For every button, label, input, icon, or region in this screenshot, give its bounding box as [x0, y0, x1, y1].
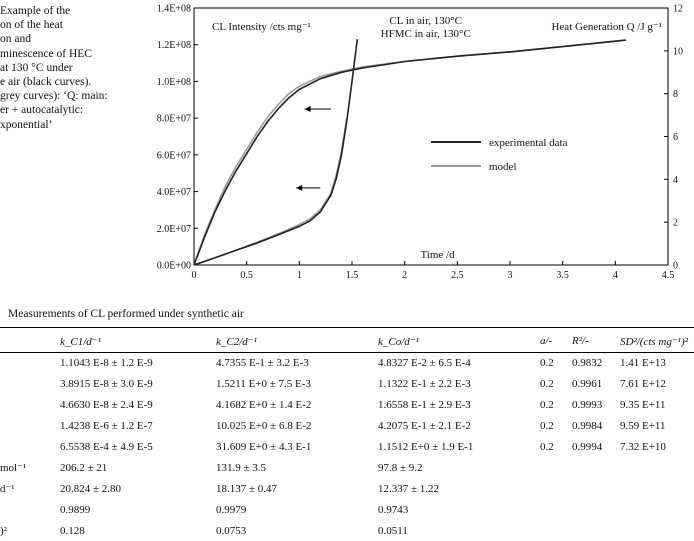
arrow-head — [296, 185, 302, 191]
table-cell: 7.61 E+12 — [620, 377, 666, 390]
legend-label: model — [489, 161, 517, 174]
table-cell: 6.5538 E-4 ± 4.9 E-5 — [60, 440, 153, 453]
table-row — [0, 499, 694, 520]
x-tick-label: 1.5 — [345, 270, 359, 281]
table-cell: 206.2 ± 21 — [60, 461, 108, 474]
x-tick-label: 0 — [191, 270, 197, 281]
table-cell — [540, 520, 572, 541]
table-cell — [0, 352, 60, 373]
x-tick-label: 4 — [612, 270, 618, 281]
y-right-tick-label: 2 — [673, 217, 678, 229]
caption-line: on and — [0, 33, 31, 46]
table-cell: 3.8915 E-8 ± 3.0 E-9 — [60, 377, 153, 390]
x-tick-label: 3.5 — [556, 270, 569, 281]
y-left-tick-label: 6.0E+07 — [156, 150, 191, 162]
y-right-tick-label: 8 — [673, 89, 678, 101]
table-cell: d⁻¹ — [0, 483, 15, 495]
table-top-rule — [0, 327, 694, 328]
y-left-tick-label: 1.4E+08 — [156, 3, 191, 15]
table-cell: 18.137 ± 0.47 — [216, 482, 278, 495]
caption-line: grey curves): ‘Q: main: — [0, 90, 108, 103]
table-row — [0, 415, 694, 436]
table-cell: 0.2 — [540, 377, 554, 390]
table-cell: 31.609 E+0 ± 4.3 E-1 — [216, 440, 312, 453]
table-cell: 0.9993 — [572, 398, 603, 411]
table-cell: 0.9961 — [572, 377, 603, 390]
table-cell — [572, 499, 620, 520]
table-cell: 10.025 E+0 ± 6.8 E-2 — [216, 419, 312, 432]
y-right-tick-label: 10 — [673, 46, 683, 58]
caption-line: minescence of HEC — [0, 47, 92, 60]
annotation-line: HFMC in air, 130°C — [380, 28, 471, 40]
table-cell: 0.0511 — [378, 524, 408, 537]
table-cell — [540, 457, 572, 478]
y-right-tick-label: 12 — [673, 3, 683, 15]
caption-line: Example of the — [0, 5, 71, 17]
plot-frame — [194, 8, 668, 265]
y-left-tick-label: 8.0E+07 — [156, 113, 191, 125]
table-cell: 4.7355 E-1 ± 3.2 E-3 — [216, 356, 309, 369]
table-cell: 20.824 ± 2.80 — [60, 482, 122, 495]
kinetics-table — [0, 330, 694, 541]
table-cell: 9.35 E+11 — [620, 398, 666, 411]
y-left-axis-label: CL Intensity /cts mg⁻¹ — [212, 21, 311, 33]
table-cell: 1.5211 E+0 ± 7.5 E-3 — [216, 377, 311, 390]
column-header: k_C1/d⁻¹ — [60, 335, 101, 348]
table-cell: 1.1512 E+0 ± 1.9 E-1 — [378, 440, 474, 453]
table-cell: 0.128 — [60, 524, 85, 537]
table-row — [0, 520, 694, 541]
caption-line: xponential’ — [0, 118, 53, 131]
table-cell — [572, 520, 620, 541]
cl-series-line — [194, 118, 347, 265]
y-left-tick-label: 4.0E+07 — [156, 187, 191, 199]
table-cell — [540, 499, 572, 520]
table-row — [0, 436, 694, 457]
cl-heat-chart — [140, 0, 694, 285]
table-header-row — [0, 330, 694, 352]
x-tick-label: 2.5 — [451, 270, 464, 281]
table-cell: 0.9984 — [572, 419, 603, 432]
table-cell: 1.41 E+13 — [620, 356, 666, 369]
column-header: a/- — [540, 335, 553, 347]
table-cell: )² — [0, 524, 7, 537]
y-left-tick-label: 1.2E+08 — [156, 40, 191, 52]
caption-line: er + autocatalytic: — [0, 104, 84, 117]
y-right-axis-label: Heat Generation Q /J g⁻¹ — [551, 21, 662, 33]
table-cell — [620, 520, 694, 541]
table-cell: 9.59 E+11 — [620, 419, 666, 432]
table-cell: 12.337 ± 1.22 — [378, 482, 440, 495]
table-cell: 0.2 — [540, 356, 554, 369]
table-cell — [620, 499, 694, 520]
y-left-tick-label: 1.0E+08 — [156, 76, 191, 88]
x-axis-label: Time /d — [420, 249, 455, 261]
table-cell — [0, 436, 60, 457]
table-cell: 1.6558 E-1 ± 2.9 E-3 — [378, 398, 471, 411]
table-cell: 0.9979 — [216, 503, 247, 516]
table-cell: 7.32 E+10 — [620, 440, 666, 453]
table-cell: 1.1043 E-8 ± 1.2 E-9 — [60, 356, 153, 369]
table-cell: 131.9 ± 3.5 — [216, 461, 267, 474]
table-title: Measurements of CL performed under synthetic air — [8, 308, 244, 320]
y-left-tick-label: 2.0E+07 — [156, 223, 191, 235]
column-header: k_C2/d⁻¹ — [216, 335, 257, 348]
column-header: R²/- — [572, 335, 589, 347]
table-row — [0, 373, 694, 394]
table-cell: 0.2 — [540, 419, 554, 432]
legend-label: experimental data — [489, 137, 568, 150]
table-cell: 0.9899 — [60, 503, 91, 516]
table-cell — [620, 457, 694, 478]
table-cell: 0.9832 — [572, 356, 603, 369]
table-cell — [540, 478, 572, 499]
table-cell — [572, 457, 620, 478]
column-header — [0, 330, 60, 352]
table-cell: 97.8 ± 9.2 — [378, 461, 423, 474]
caption-line: e air (black curves). — [0, 76, 92, 89]
table-cell — [0, 373, 60, 394]
table-cell — [0, 499, 60, 520]
table-cell: 0.9743 — [378, 503, 409, 516]
y-right-tick-label: 6 — [673, 132, 678, 143]
table-cell: 0.0753 — [216, 524, 247, 537]
heat-series-line — [194, 40, 626, 265]
table-cell — [572, 478, 620, 499]
table-cell: 1.4238 E-6 ± 1.2 E-7 — [60, 419, 153, 432]
table-cell — [620, 478, 694, 499]
table-cell: 4.8327 E-2 ± 6.5 E-4 — [378, 356, 471, 369]
table-cell: 0.2 — [540, 398, 554, 411]
table-row — [0, 478, 694, 499]
x-tick-label: 3 — [507, 270, 513, 281]
table-cell: mol⁻¹ — [0, 462, 27, 474]
table-row — [0, 352, 694, 373]
table-cell: 1.1322 E-1 ± 2.2 E-3 — [378, 377, 471, 390]
y-right-tick-label: 4 — [673, 174, 678, 186]
x-tick-label: 2 — [402, 270, 408, 281]
table-row — [0, 394, 694, 415]
table-row — [0, 457, 694, 478]
column-header: SD²/(cts mg⁻¹)² — [620, 335, 688, 348]
heat-series-line — [194, 40, 626, 265]
table-cell — [0, 415, 60, 436]
table-cell: 4.1682 E+0 ± 1.4 E-2 — [216, 398, 312, 411]
y-left-tick-label: 0.0E+00 — [156, 260, 191, 272]
table-cell: 0.2 — [540, 440, 554, 453]
table-cell: 4.2075 E-1 ± 2.1 E-2 — [378, 419, 471, 432]
table-cell: 0.9994 — [572, 440, 603, 453]
y-right-tick-label: 0 — [673, 260, 678, 272]
caption-line: on of the heat — [0, 19, 63, 32]
table-cell — [0, 394, 60, 415]
table-cell: 4.6630 E-8 ± 2.4 E-9 — [60, 398, 153, 411]
caption-line: at 130 °C under — [0, 61, 73, 74]
x-tick-label: 1 — [296, 270, 302, 281]
column-header: k_Co/d⁻¹ — [378, 335, 419, 348]
figure-caption — [0, 4, 150, 132]
x-tick-label: 0.5 — [240, 270, 253, 281]
x-tick-label: 4.5 — [661, 270, 675, 281]
annotation-line: CL in air, 130°C — [389, 15, 463, 27]
arrow-head — [305, 106, 311, 112]
